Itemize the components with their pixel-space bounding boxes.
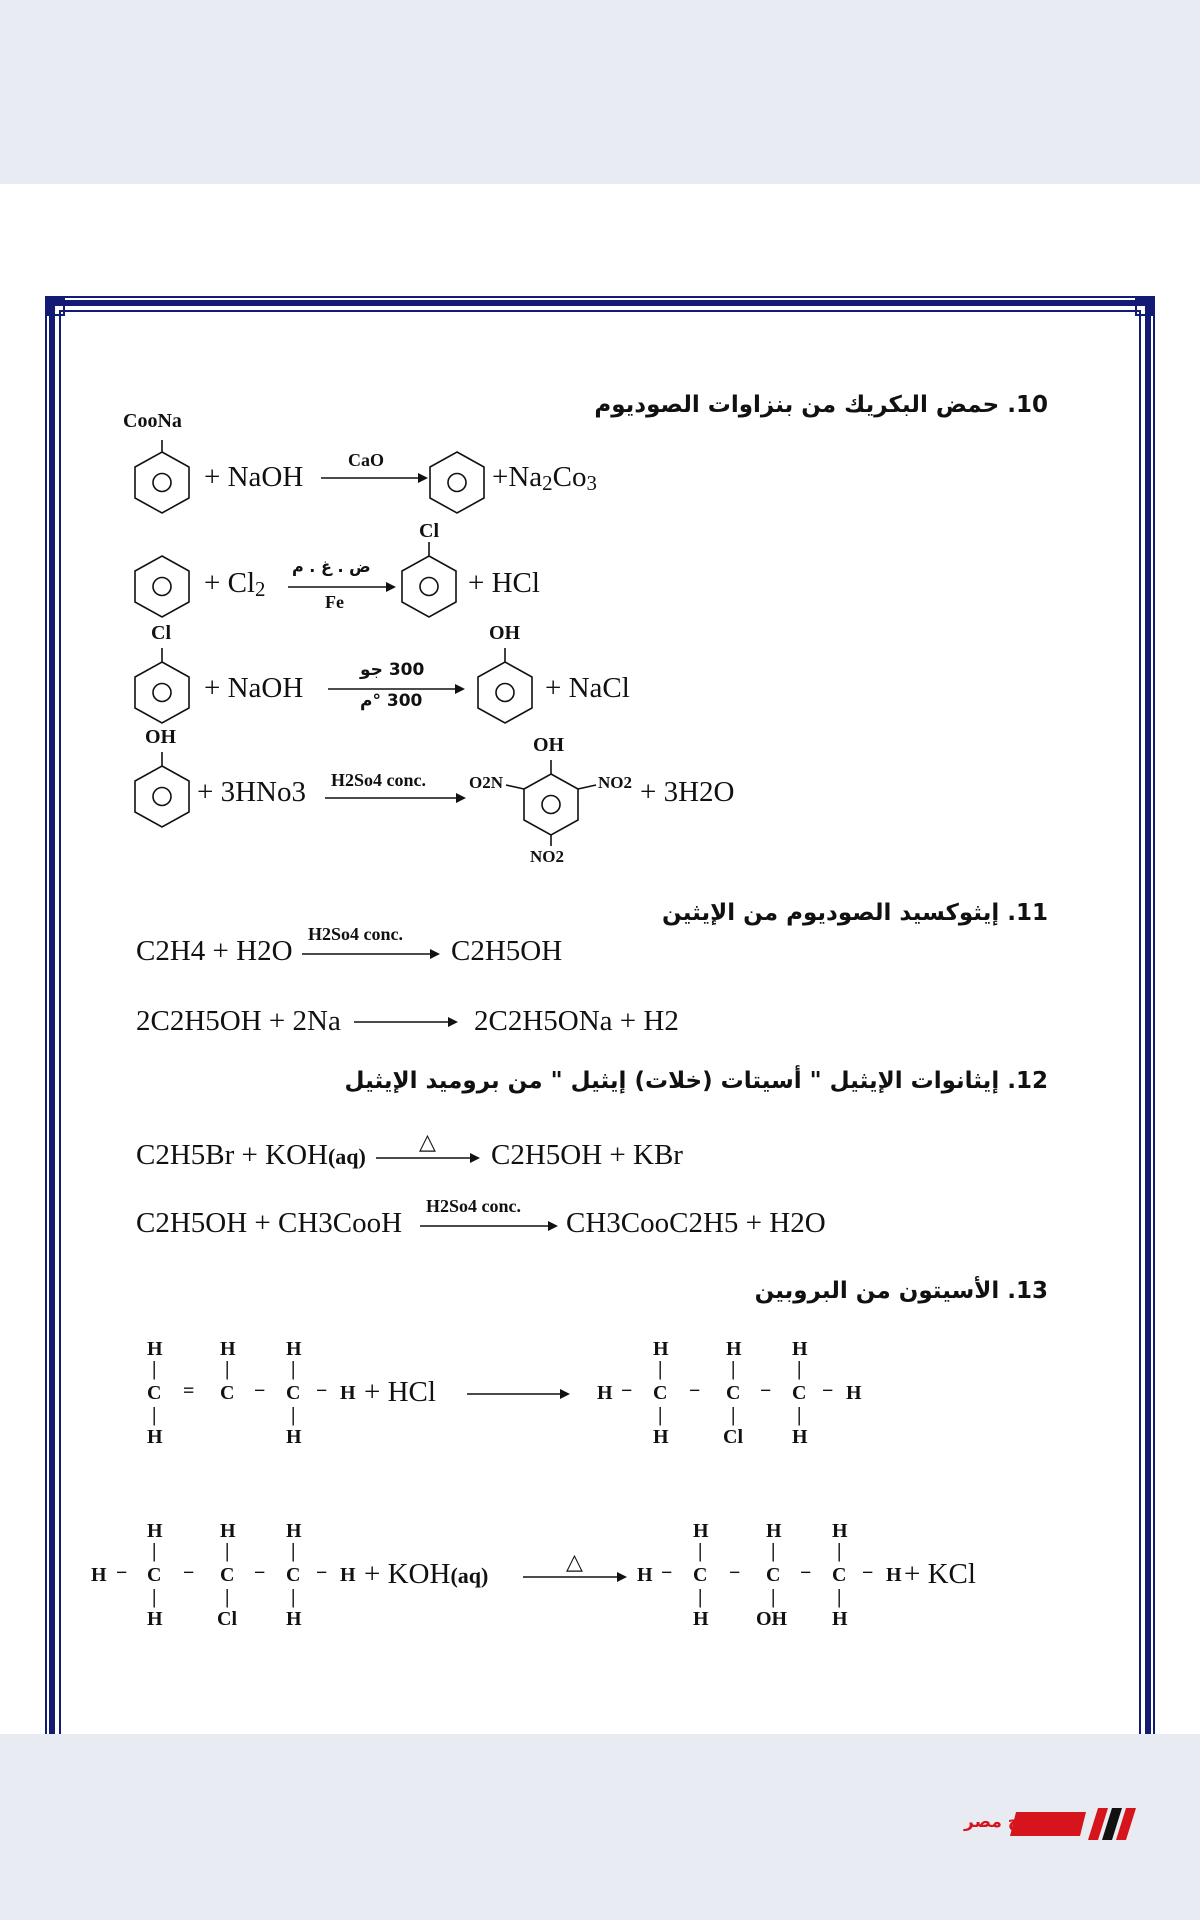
- vertical-bond: |: [291, 1540, 296, 1562]
- struct2-condition-heat: △: [566, 1550, 583, 1575]
- vertical-bond: |: [698, 1586, 703, 1608]
- r1-substituent: CooNa: [123, 410, 182, 432]
- logo-text: صباح مصر: [964, 1812, 1050, 1832]
- section-11-title: إيثوكسيد الصوديوم من الإيثين: [662, 900, 1000, 926]
- r3-condition-bottom: 300 °م: [360, 691, 423, 711]
- atom-c: C: [792, 1382, 807, 1404]
- atom-h: H: [693, 1608, 709, 1630]
- benzene-ring-r4-product: [524, 774, 578, 835]
- bond: −: [729, 1562, 741, 1584]
- r3-product: + NaCl: [545, 672, 630, 704]
- vertical-bond: |: [837, 1540, 842, 1562]
- atom-c: C: [726, 1382, 741, 1404]
- vertical-bond: |: [658, 1404, 663, 1426]
- vertical-bond: |: [797, 1404, 802, 1426]
- r4-condition: H2So4 conc.: [331, 770, 427, 790]
- vertical-bond: |: [771, 1540, 776, 1562]
- document-page: [0, 184, 1200, 1734]
- atom-h: H: [846, 1382, 862, 1404]
- section-12-title: إيثانوات الإيثيل " أسيتات (خلات) إيثيل " من بروميد الإيثيل: [344, 1068, 1000, 1094]
- double-bond: =: [183, 1380, 195, 1402]
- r4-reagent: + 3HNo3: [197, 776, 306, 808]
- vertical-bond: |: [797, 1358, 802, 1380]
- vertical-bond: |: [225, 1358, 230, 1380]
- benzene-ring-r3-reactant: [135, 662, 189, 723]
- atom-oh: OH: [756, 1608, 788, 1630]
- atom-h: H: [286, 1520, 302, 1542]
- atom-h: H: [792, 1338, 808, 1360]
- site-logo: [958, 1806, 1146, 1842]
- atom-h: H: [286, 1426, 302, 1448]
- r1-reagent: + NaOH: [204, 461, 304, 493]
- r4-product-no2-right: NO2: [598, 773, 632, 792]
- r1-product: [492, 461, 597, 496]
- atom-h: H: [597, 1382, 613, 1404]
- vertical-bond: |: [771, 1586, 776, 1608]
- atom-h: H: [693, 1520, 709, 1542]
- atom-cl: Cl: [723, 1426, 743, 1448]
- bond: −: [254, 1562, 266, 1584]
- r1-product-c: Co: [552, 461, 587, 493]
- r3-condition-top: 300 جو: [360, 660, 425, 680]
- r7-reactants-b: (aq): [327, 1144, 366, 1169]
- atom-c: C: [147, 1382, 162, 1404]
- benzene-ring-r2-reactant: [135, 556, 189, 617]
- atom-c: C: [832, 1564, 847, 1586]
- bond: −: [116, 1562, 128, 1584]
- atom-h: H: [886, 1564, 902, 1586]
- r2-product-substituent: Cl: [419, 520, 439, 542]
- r6-products: 2C2H5ONa + H2: [474, 1005, 679, 1037]
- struct1-reagent: + HCl: [364, 1376, 436, 1408]
- benzene-ring-r1-product: [430, 452, 484, 513]
- r2-product: + HCl: [468, 567, 540, 599]
- atom-h: H: [637, 1564, 653, 1586]
- atom-h: H: [147, 1426, 163, 1448]
- bond: −: [689, 1380, 701, 1402]
- atom-h: H: [147, 1338, 163, 1360]
- atom-h: H: [286, 1338, 302, 1360]
- r3-reagent: + NaOH: [204, 672, 304, 704]
- atom-h: H: [220, 1338, 236, 1360]
- r4-substituent: OH: [145, 726, 177, 748]
- benzene-ring-r1-reactant: [135, 452, 189, 513]
- vertical-bond: |: [152, 1358, 157, 1380]
- vertical-bond: |: [658, 1358, 663, 1380]
- atom-h: H: [340, 1564, 356, 1586]
- section-13-title: الأسيتون من البروبين: [754, 1278, 1000, 1304]
- benzene-ring-r3-product: [478, 662, 532, 723]
- atom-h: H: [832, 1520, 848, 1542]
- r2-condition-top: ض . غ . م: [292, 557, 371, 576]
- struct2-reagent-a: + KOH: [364, 1558, 451, 1590]
- vertical-bond: |: [225, 1540, 230, 1562]
- r2-condition-bottom: Fe: [325, 592, 344, 612]
- atom-h: H: [653, 1426, 669, 1448]
- vertical-bond: |: [291, 1586, 296, 1608]
- r3-product-substituent: OH: [489, 622, 521, 644]
- atom-h: H: [726, 1338, 742, 1360]
- atom-c: C: [286, 1564, 301, 1586]
- atom-h: H: [766, 1520, 782, 1542]
- atom-cl: Cl: [217, 1608, 237, 1630]
- r1-product-a: +Na: [492, 461, 543, 493]
- bond: −: [800, 1562, 812, 1584]
- r1-product-b: 2: [542, 470, 553, 495]
- vertical-bond: |: [837, 1586, 842, 1608]
- section-11-number: 11.: [1007, 900, 1048, 926]
- atom-h: H: [91, 1564, 107, 1586]
- struct2-product: + KCl: [904, 1558, 976, 1590]
- atom-c: C: [766, 1564, 781, 1586]
- benzene-ring-r4-reactant: [135, 766, 189, 827]
- bond: −: [760, 1380, 772, 1402]
- benzene-ring-r2-product: [402, 556, 456, 617]
- r2-reagent-b: 2: [255, 576, 266, 601]
- struct2-reagent: [364, 1558, 488, 1591]
- vertical-bond: |: [152, 1586, 157, 1608]
- r3-substituent: Cl: [151, 622, 171, 644]
- atom-c: C: [693, 1564, 708, 1586]
- vertical-bond: |: [291, 1358, 296, 1380]
- atom-h: H: [286, 1608, 302, 1630]
- atom-h: H: [147, 1608, 163, 1630]
- section-12-number: 12.: [1007, 1068, 1048, 1094]
- bond: −: [862, 1562, 874, 1584]
- atom-c: C: [286, 1382, 301, 1404]
- atom-c: C: [653, 1382, 668, 1404]
- bond: −: [621, 1380, 633, 1402]
- r7-products: C2H5OH + KBr: [491, 1139, 683, 1171]
- r1-product-d: 3: [586, 470, 597, 495]
- bond: −: [183, 1562, 195, 1584]
- vertical-bond: |: [698, 1540, 703, 1562]
- atom-h: H: [653, 1338, 669, 1360]
- r4-product-oh: OH: [533, 734, 565, 756]
- atom-h: H: [792, 1426, 808, 1448]
- r4-product-no2-bottom: NO2: [530, 847, 564, 866]
- struct2-reagent-b: (aq): [450, 1563, 489, 1588]
- r1-condition: CaO: [348, 450, 384, 470]
- r7-reactants-a: C2H5Br + KOH: [136, 1139, 328, 1171]
- r8-products: CH3CooC2H5 + H2O: [566, 1207, 826, 1239]
- r4-product: + 3H2O: [640, 776, 735, 808]
- bond: −: [822, 1380, 834, 1402]
- section-13-number: 13.: [1007, 1278, 1048, 1304]
- bond: −: [661, 1562, 673, 1584]
- atom-c: C: [147, 1564, 162, 1586]
- r8-reactants: C2H5OH + CH3CooH: [136, 1207, 403, 1239]
- vertical-bond: |: [731, 1404, 736, 1426]
- atom-h: H: [832, 1608, 848, 1630]
- r7-reactants: [136, 1139, 366, 1172]
- r6-reactants: 2C2H5OH + 2Na: [136, 1005, 341, 1037]
- r2-reagent-a: + Cl: [204, 567, 256, 599]
- r5-condition: H2So4 conc.: [308, 924, 404, 944]
- atom-c: C: [220, 1382, 235, 1404]
- section-10-title: حمض البكريك من بنزاوات الصوديوم: [594, 392, 1000, 418]
- vertical-bond: |: [731, 1358, 736, 1380]
- bond: −: [254, 1380, 266, 1402]
- atom-h: H: [220, 1520, 236, 1542]
- vertical-bond: |: [291, 1404, 296, 1426]
- r2-reagent: [204, 567, 265, 602]
- vertical-bond: |: [225, 1586, 230, 1608]
- section-10-number: 10.: [1007, 392, 1048, 418]
- atom-h: H: [147, 1520, 163, 1542]
- r4-product-o2n: O2N: [469, 773, 503, 792]
- r8-condition: H2So4 conc.: [426, 1196, 522, 1216]
- r5-products: C2H5OH: [451, 935, 563, 967]
- vertical-bond: |: [152, 1404, 157, 1426]
- bond: −: [316, 1562, 328, 1584]
- r7-condition-heat: △: [419, 1130, 436, 1155]
- atom-c: C: [220, 1564, 235, 1586]
- r5-reactants: C2H4 + H2O: [136, 935, 293, 967]
- bond: −: [316, 1380, 328, 1402]
- vertical-bond: |: [152, 1540, 157, 1562]
- atom-h: H: [340, 1382, 356, 1404]
